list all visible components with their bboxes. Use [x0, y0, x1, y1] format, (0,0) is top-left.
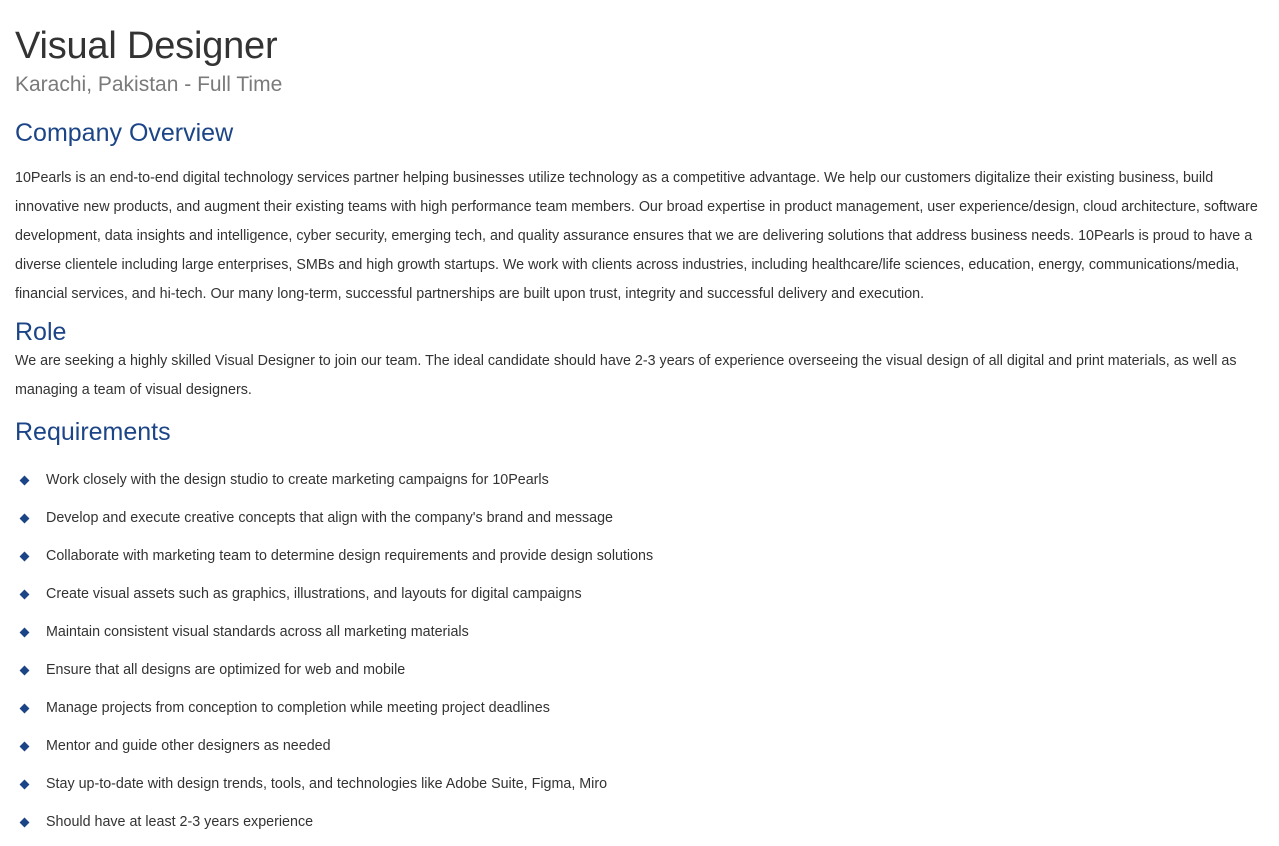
job-title: Visual Designer — [15, 25, 278, 67]
diamond-bullet-icon — [20, 589, 30, 599]
diamond-bullet-icon — [20, 475, 30, 485]
diamond-bullet-icon — [20, 741, 30, 751]
diamond-bullet-icon — [20, 551, 30, 561]
diamond-bullet-icon — [20, 779, 30, 789]
requirement-item — [15, 499, 1264, 537]
requirement-item — [15, 461, 1264, 499]
diamond-bullet-icon — [20, 817, 30, 827]
requirement-item — [15, 803, 1264, 841]
diamond-bullet-icon — [20, 627, 30, 637]
role-heading: Role — [15, 318, 67, 346]
requirements-list — [15, 461, 1264, 841]
requirement-item — [15, 613, 1264, 651]
diamond-bullet-icon — [20, 665, 30, 675]
diamond-bullet-icon — [20, 703, 30, 713]
requirement-item — [15, 575, 1264, 613]
requirement-text: Manage projects from conception to completion while meeting project deadlines — [46, 700, 550, 716]
requirement-text: Develop and execute creative concepts that align with the company's brand and message — [46, 510, 614, 526]
requirement-item — [15, 651, 1264, 689]
requirement-text: Work closely with the design studio to create marketing campaigns for 10Pearls — [46, 472, 549, 488]
requirement-item — [15, 765, 1264, 803]
company-overview-text: 10Pearls is an end-to-end digital technology services partner helping businesses utilize technology as a competitive advantage. We help our customers digitalize their existing business, build innovative new products, and augment their existing teams with high performance team members. Our broad expertise in product management, user experience/design, cloud architecture, software development, data insights and intelligence, cyber security, emerging tech, and quality assurance ensures that we are delivering solutions that address business needs. 10Pearls is proud to have a diverse clientele including large enterprises, SMBs and high growth startups. We work with clients across industries, including healthcare/life sciences, education, energy, communications/media, financial services, and hi-tech. Our many long-term, successful partnerships are built upon trust, integrity and successful delivery and execution. — [15, 170, 1258, 302]
requirement-item — [15, 689, 1264, 727]
requirement-text: Mentor and guide other designers as needed — [46, 738, 331, 754]
requirement-text: Create visual assets such as graphics, illustrations, and layouts for digital campaigns — [46, 586, 582, 602]
requirement-item — [15, 537, 1264, 575]
role-text: We are seeking a highly skilled Visual Designer to join our team. The ideal candidate should have 2-3 years of experience overseeing the visual design of all digital and print materials, as well as managing a team of visual designers. — [15, 353, 1237, 398]
requirement-text: Maintain consistent visual standards across all marketing materials — [46, 624, 469, 640]
company-overview-heading: Company Overview — [15, 119, 234, 147]
requirements-heading: Requirements — [15, 418, 171, 446]
requirement-text: Should have at least 2-3 years experience — [46, 814, 314, 830]
requirement-text: Collaborate with marketing team to determine design requirements and provide design solutions — [46, 548, 654, 564]
requirement-text: Stay up-to-date with design trends, tools, and technologies like Adobe Suite, Figma, Miro — [46, 776, 608, 792]
diamond-bullet-icon — [20, 513, 30, 523]
requirement-item — [15, 727, 1264, 765]
job-location: Karachi, Pakistan - Full Time — [15, 73, 283, 96]
requirement-text: Ensure that all designs are optimized for web and mobile — [46, 662, 406, 678]
